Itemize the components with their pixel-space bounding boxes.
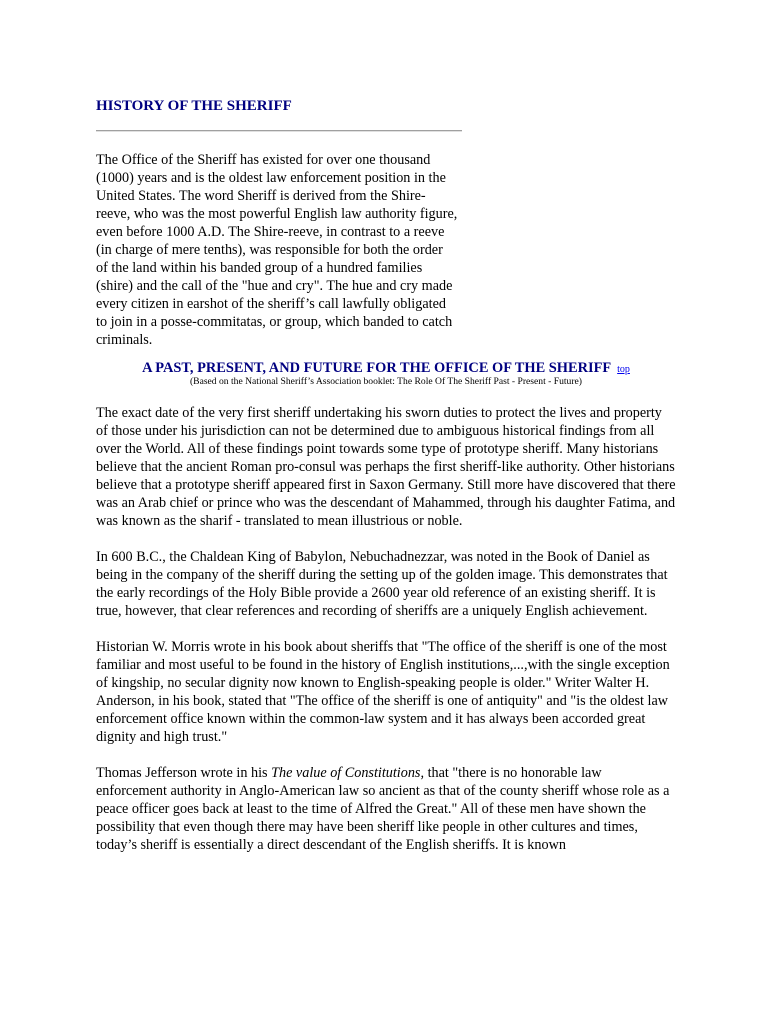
paragraph-origins: The exact date of the very first sheriff undertaking his sworn duties to protect the lives and property of those under his jurisdiction can not be determined due to ambiguous historical findings from all over the World. All of these findings point towards some type of prototype sheriff. Many historians believe that the ancient Roman pro-consul was perhaps the first sheriff-like authority. Other historians believe that a prototype sheriff appeared first in Saxon Germany. Still more have discovered that there was an Arab chief or prince who was the descendant of Mahammed, through his daughter Fatima, and was known as the sharif - translated to mean illustrious or noble.: [96, 405, 676, 529]
article-body: [96, 404, 676, 872]
paragraph-babylon: In 600 B.C., the Chaldean King of Babylon, Nebuchadnezzar, was noted in the Book of Daniel as being in the company of the sheriff during the setting up of the golden image. This demonstrates that the early recordings of the Holy Bible provide a 2600 year old reference of an existing sheriff. It is true, however, that clear references and recording of sheriffs are a uniquely English achievement.: [96, 549, 668, 619]
jefferson-text-end: that "there is no honorable law enforcement authority in Anglo-American law so ancient as that of the county sheriff whose role as a peace officer goes back at least to the time of Alfred the Great." All of these men have shown the possibility that even though there may have been sheriff like people in other cultures and times, today’s sheriff is essentially a direct descendant of the English sheriffs. It is known: [96, 765, 670, 853]
page-title: HISTORY OF THE SHERIFF: [96, 98, 292, 114]
paragraph-historians: Historian W. Morris wrote in his book about sheriffs that "The office of the sheriff is one of the most familiar and most useful to be found in the history of English institutions,...,with the single exception of kingship, no secular dignity now known to English-speaking people is older." Writer Walter H. Anderson, in his book, stated that "The office of the sheriff is one of antiquity" and "is the oldest law enforcement office known within the common-law system and it has always been accorded great dignity and high trust.": [96, 639, 670, 745]
top-link[interactable]: top: [617, 364, 630, 375]
section-heading-row: [96, 359, 676, 377]
jefferson-text-start: Thomas Jefferson wrote in his: [96, 765, 272, 781]
section-title: A PAST, PRESENT, AND FUTURE FOR THE OFFICE OF THE SHERIFF: [142, 360, 612, 376]
source-note: (Based on the National Sheriff’s Association booklet: The Role Of The Sheriff Past - Present - Future): [189, 376, 583, 387]
title-divider: [96, 130, 462, 132]
intro-paragraph: The Office of the Sheriff has existed for over one thousand (1000) years and is the oldest law enforcement position in the United States. The word Sheriff is derived from the Shire-reeve, who was the most powerful English law authority figure, even before 1000 A.D. The Shire-reeve, in contrast to a reeve (in charge of mere tenths), was responsible for both the order of the land within his banded group of a hundred families (shire) and the call of the "hue and cry". The hue and cry made every citizen in earshot of the sheriff’s call lawfully obligated to join in a posse-commitatas, or group, which banded to catch criminals.: [96, 152, 458, 348]
paragraph-jefferson: [96, 764, 676, 854]
book-title: The value of Constitutions,: [271, 765, 425, 781]
